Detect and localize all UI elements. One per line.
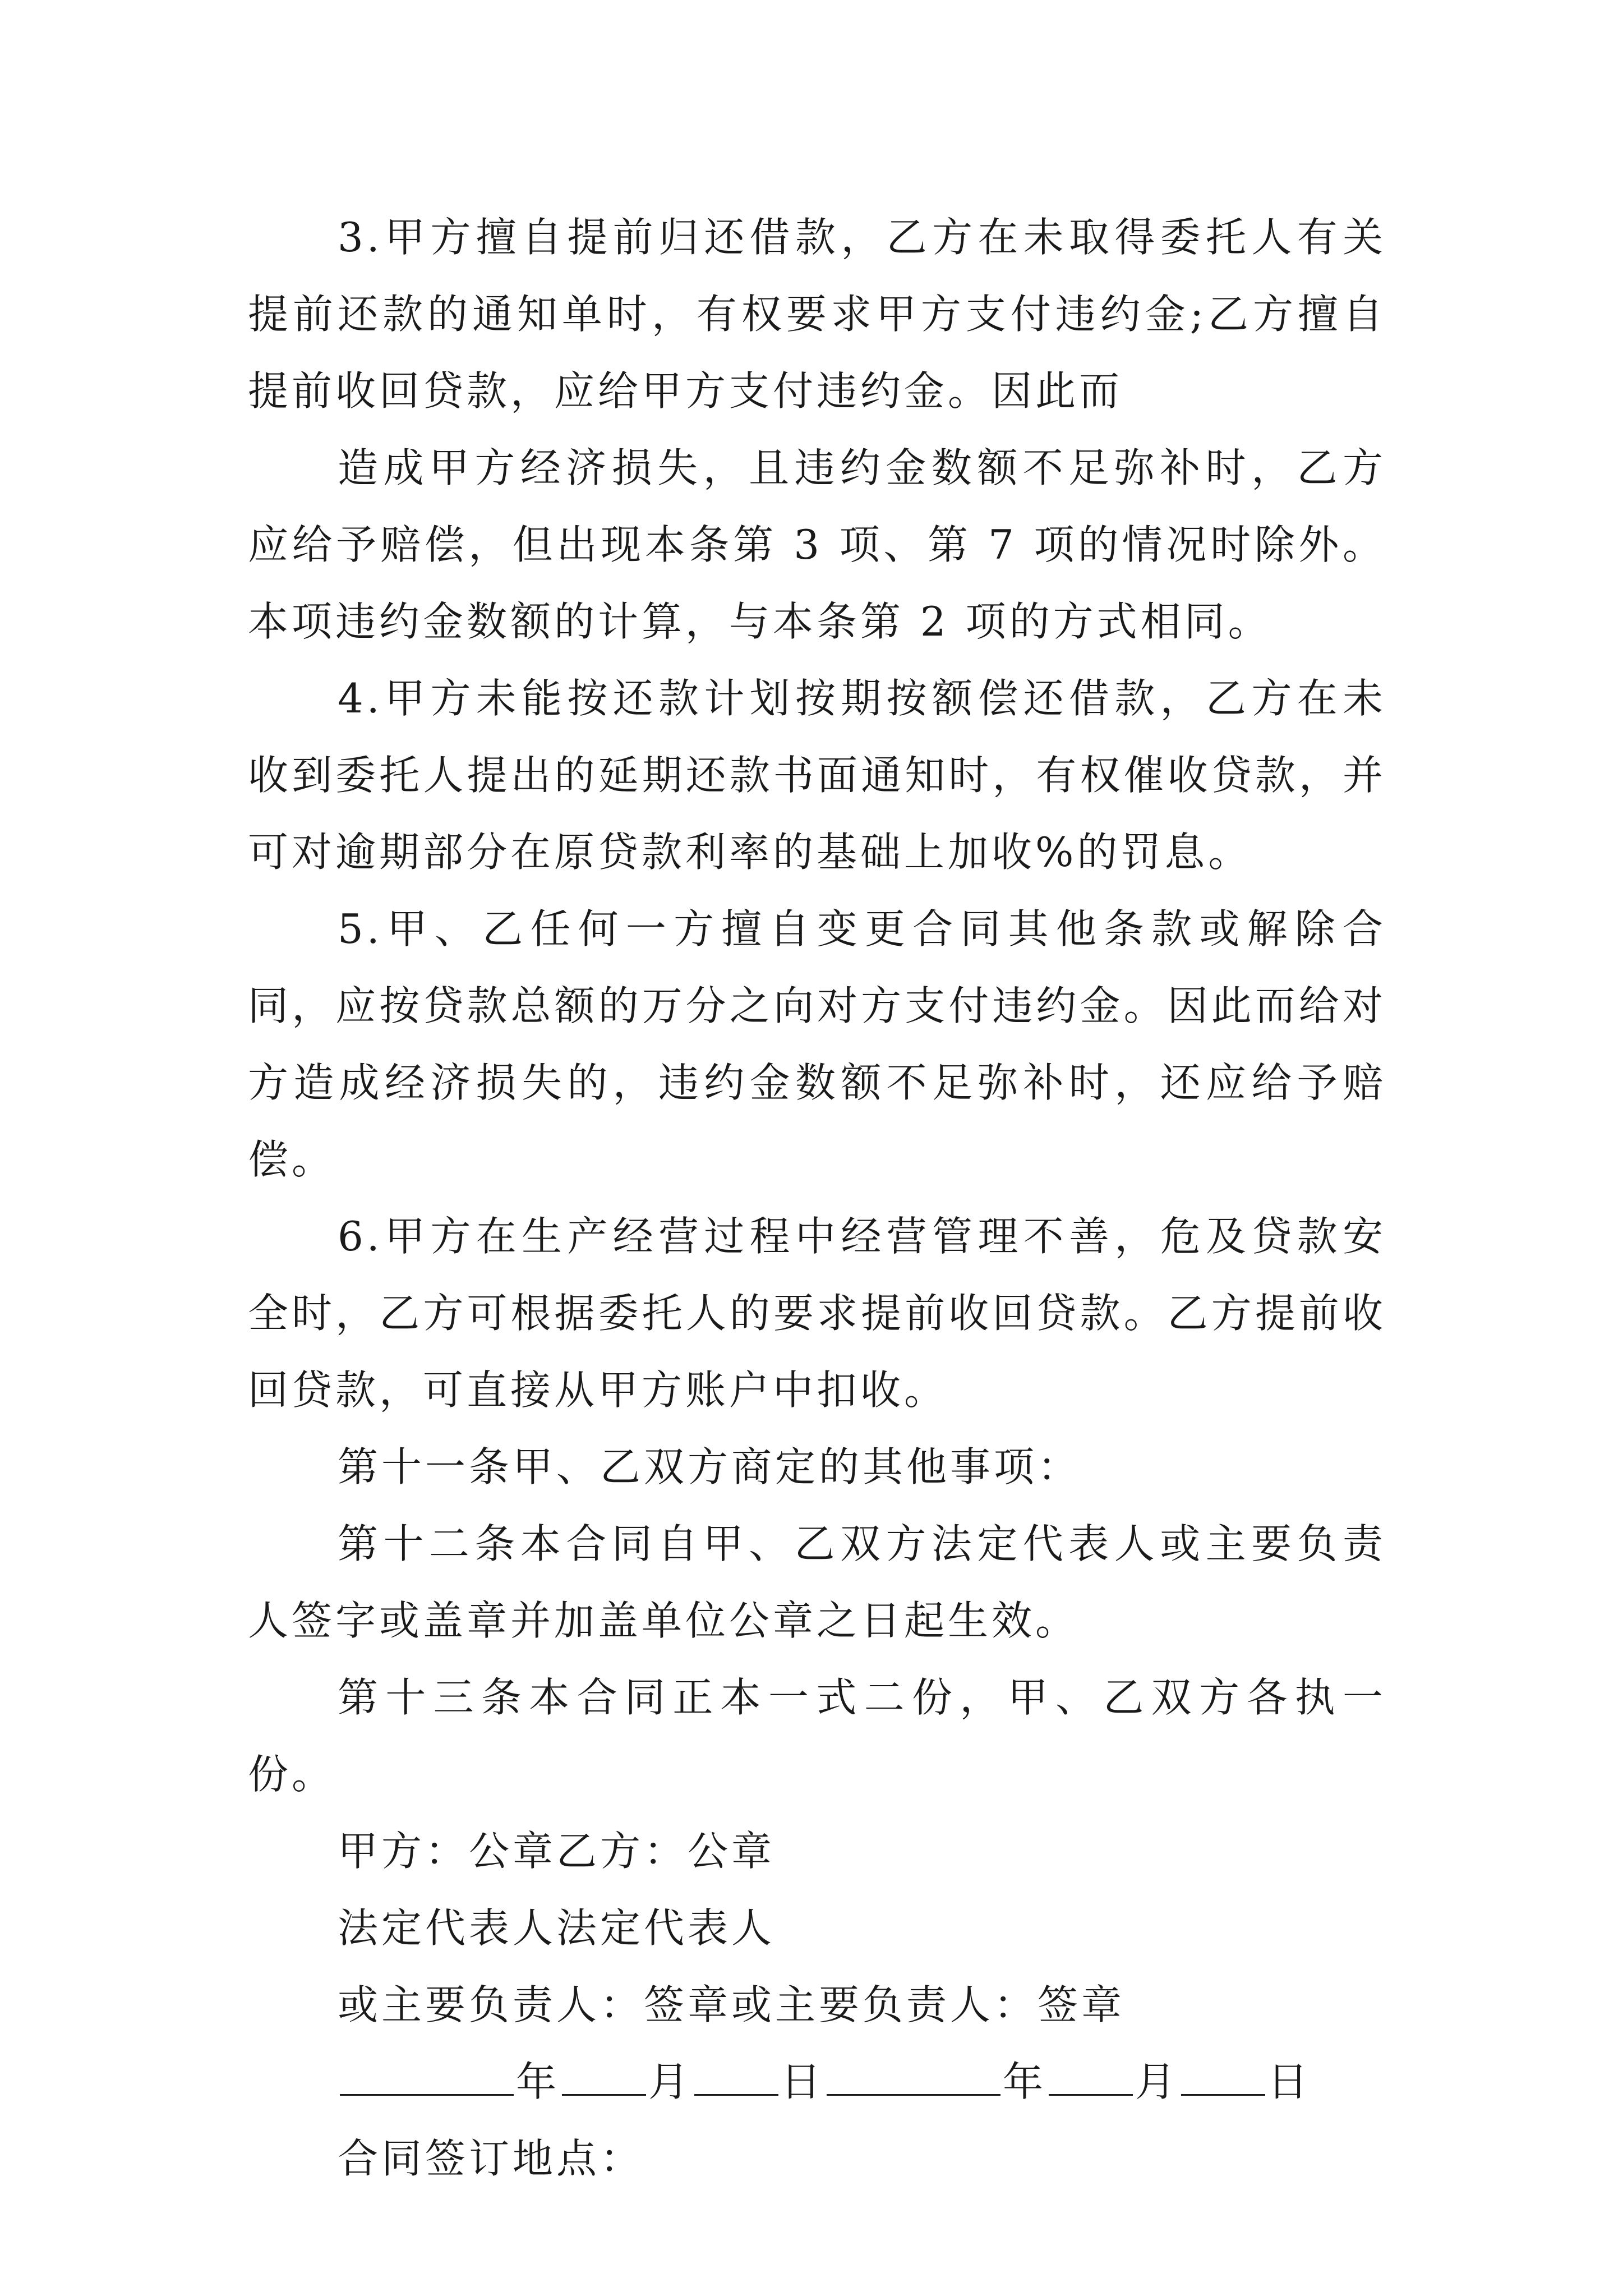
date-line: [248, 2044, 1386, 2120]
month-label-a: 月: [648, 2058, 693, 2105]
article-13: 第十三条本合同正本一式二份，甲、乙双方各执一份。: [248, 1674, 1386, 1798]
signing-place-label: 合同签订地点：: [338, 2135, 644, 2182]
month-blank-party-a: [562, 2055, 646, 2096]
clause-3-compensation: 造成甲方经济损失，且违约金数额不足弥补时，乙方应给予赔偿，但出现本条第 3 项、第 7 项的情况时除外。本项违约金数额的计算，与本条第 2 项的方式相同。: [248, 444, 1386, 645]
day-label-b: 日: [1267, 2058, 1312, 2105]
year-blank-party-b: [827, 2055, 1000, 2096]
year-blank-party-a: [340, 2055, 514, 2096]
clause-6-recall: 6.甲方在生产经营过程中经营管理不善，危及贷款安全时，乙方可根据委托人的要求提前收回贷款。乙方提前收回贷款，可直接从甲方账户中扣收。: [248, 1213, 1386, 1414]
month-label-b: 月: [1135, 2058, 1179, 2105]
article-12: 第十二条本合同自甲、乙双方法定代表人或主要负责人签字或盖章并加盖单位公章之日起生效。: [248, 1520, 1386, 1644]
clause-4-overdue: 4.甲方未能按还款计划按期按额偿还借款，乙方在未收到委托人提出的延期还款书面通知时，有权催收贷款，并可对逾期部分在原贷款利率的基础上加收%的罚息。: [248, 675, 1386, 876]
representative-line: 法定代表人法定代表人: [338, 1904, 776, 1952]
clause-5-breach: 5.甲、乙任何一方擅自变更合同其他条款或解除合同，应按贷款总额的万分之向对方支付违约金。因此而给对方造成经济损失的，违约金数额不足弥补时，还应给予赔偿。: [248, 905, 1386, 1183]
day-label-a: 日: [781, 2058, 825, 2105]
day-blank-party-b: [1181, 2055, 1265, 2096]
seal-line: 甲方：公章乙方：公章: [338, 1828, 776, 1875]
document-body: [248, 199, 1386, 2197]
signature-line: 或主要负责人：签章或主要负责人：签章: [338, 1981, 1126, 2028]
year-label-a: 年: [516, 2058, 560, 2105]
clause-3-early-repayment: 3.甲方擅自提前归还借款，乙方在未取得委托人有关提前还款的通知单时，有权要求甲方支付违约金;乙方擅自提前收回贷款，应给甲方支付违约金。因此而: [248, 214, 1386, 415]
year-label-b: 年: [1003, 2058, 1047, 2105]
article-11: 第十一条甲、乙双方商定的其他事项：: [338, 1443, 1082, 1490]
day-blank-party-a: [694, 2055, 778, 2096]
month-blank-party-b: [1049, 2055, 1133, 2096]
